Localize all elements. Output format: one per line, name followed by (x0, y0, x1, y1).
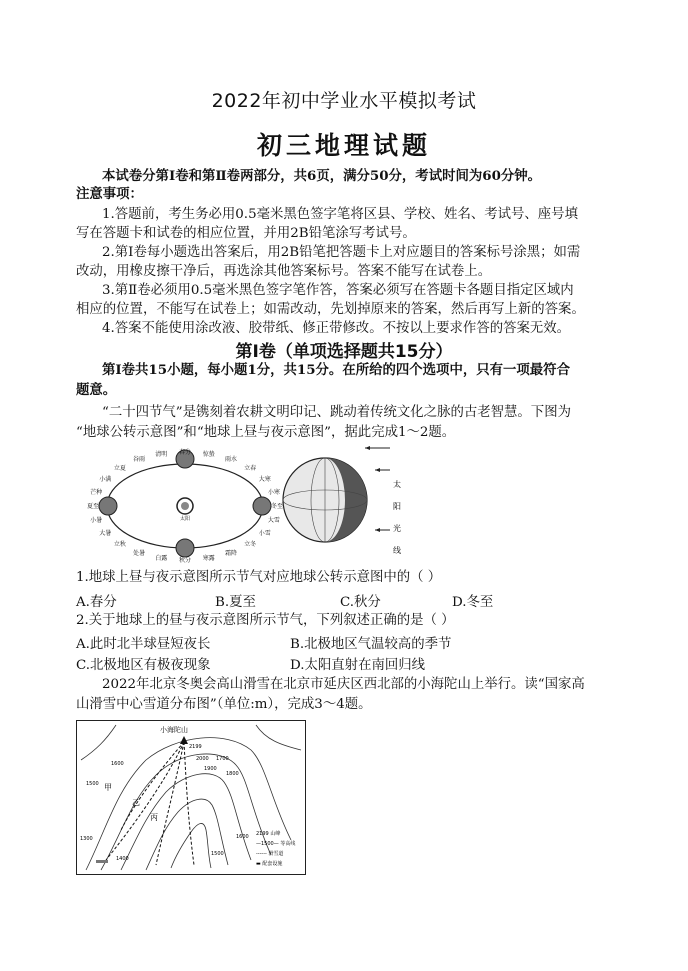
legend-item: 2199 山峰 (256, 831, 281, 837)
facility-icon (96, 860, 108, 863)
q1-option-d[interactable]: D.冬至 (452, 595, 494, 610)
q1-option-a[interactable]: A.春分 (76, 595, 117, 610)
solar-term-label: 小暑 (90, 517, 103, 524)
notice-item: 2.第Ⅰ卷每小题选出答案后，用2B铅笔把答题卡上对应题目的答案标号涂黑；如需 (102, 245, 581, 260)
solar-term-label: 立春 (244, 464, 257, 472)
solar-term-label: 冬至 (270, 503, 284, 510)
q2-option-c[interactable]: C.北极地区有极夜现象 (76, 658, 211, 673)
notice-label: 注意事项： (76, 186, 143, 202)
section-desc: 第Ⅰ卷共15小题，每小题1分，共15分。在所给的四个选项中，只有一项最符合 (102, 362, 570, 378)
sunlight-label: 光 (393, 524, 401, 533)
solar-term-label: 清明 (155, 450, 168, 458)
section-title: 第Ⅰ卷（单项选择题共15分） (235, 342, 453, 362)
solar-term-label: 立冬 (244, 541, 257, 549)
solar-term-label: 夏至 (86, 503, 100, 510)
contour-label: 1700 (216, 756, 229, 762)
notice-item: 写在答题卡和试卷的相应位置，并用2B铅笔涂写考试号。 (76, 226, 416, 241)
location-yi: 乙 (132, 798, 140, 807)
contour-label: 2000 (196, 756, 209, 762)
location-jia: 甲 (104, 783, 112, 792)
legend-item: ▬ 配套设施 (256, 861, 283, 867)
notice-item: 4.答案不能使用涂改液、胶带纸、修正带修改。不按以上要求作答的答案无效。 (102, 321, 571, 336)
passage-line: “地球公转示意图”和“地球上昼与夜示意图”，据此完成1～2题。 (76, 425, 456, 440)
contour-label: 1900 (204, 766, 217, 772)
notice-item: 相应的位置，不能写在试卷上；如需改动，先划掉原来的答案，然后再写上新的答案。 (76, 302, 585, 317)
passage-line: “二十四节气”是镌刻着农耕文明印记、跳动着传统文化之脉的古老智慧。下图为 (102, 405, 571, 420)
peak-name: 小海陀山 (160, 726, 188, 734)
ski-map (76, 720, 306, 875)
question-1-stem: 1.地球上昼与夜示意图所示节气对应地球公转示意图中的（ ） (76, 570, 442, 585)
solar-term-label: 惊蛰 (202, 450, 215, 458)
solar-term-label: 霜降 (224, 549, 238, 557)
contour-label: 1300 (80, 836, 93, 842)
contour-label: 1800 (226, 771, 239, 777)
solar-term-label: 立秋 (113, 541, 126, 549)
q1-option-b[interactable]: B.夏至 (215, 595, 256, 610)
q2-option-a[interactable]: A.此时北半球昼短夜长 (76, 637, 211, 652)
solar-term-label: 芒种 (90, 489, 103, 496)
solar-term-label: 大暑 (99, 530, 112, 537)
solar-term-label: 大雪 (267, 517, 280, 524)
solar-term-label: 雨水 (224, 456, 238, 464)
passage-line: 2022年北京冬奥会高山滑雪在北京市延庆区西北部的小海陀山上举行。读“国家高 (102, 677, 585, 692)
solar-term-label: 春分 (178, 449, 192, 456)
location-bing: 丙 (150, 813, 158, 822)
notice-item: 3.第Ⅱ卷必须用0.5毫米黑色签字笔作答，答案必须写在答题卡各题目指定区域内 (102, 283, 574, 298)
q2-option-b[interactable]: B.北极地区气温较高的季节 (290, 637, 452, 652)
sunlight-label: 线 (393, 546, 401, 555)
contour-label: 1500 (211, 851, 224, 857)
intro-line: 本试卷分第Ⅰ卷和第Ⅱ卷两部分，共6页，满分50分，考试时间为60分钟。 (102, 168, 542, 184)
notice-item: 改动，用橡皮擦干净后，再选涂其他答案标号。答案不能写在试卷上。 (76, 264, 492, 279)
day-night-globe (280, 440, 410, 565)
q1-option-c[interactable]: C.秋分 (340, 595, 381, 610)
notice-item: 1.答题前，考生务必用0.5毫米黑色签字笔将区县、学校、姓名、考试号、座号填 (102, 207, 578, 222)
contour-label: 1500 (86, 781, 99, 787)
solar-term-label: 大寒 (258, 476, 271, 483)
contour-label: 1600 (111, 761, 124, 767)
exam-title: 2022年初中学业水平模拟考试 (211, 90, 477, 112)
legend-item: —1500— 等高线 (256, 841, 296, 847)
peak-elevation: 2199 (189, 744, 202, 750)
subject-title: 初三地理试题 (256, 131, 431, 160)
solar-term-label: 处暑 (132, 549, 146, 557)
section-desc: 题意。 (76, 382, 117, 398)
solar-term-label: 小满 (99, 476, 112, 483)
legend-item: ------ 滑雪道 (256, 851, 284, 857)
contour-label: 1400 (116, 856, 129, 862)
sunlight-label: 阳 (393, 502, 401, 511)
sun-label: 太阳 (179, 516, 191, 522)
q2-option-d[interactable]: D.太阳直射在南回归线 (290, 658, 426, 673)
solar-term-label: 白露 (155, 555, 168, 563)
question-2-stem: 2.关于地球上的昼与夜示意图所示节气，下列叙述正确的是（ ） (76, 613, 455, 628)
sunlight-label: 太 (393, 480, 401, 489)
contour-label: 1600 (236, 834, 249, 840)
solar-term-label: 小寒 (267, 489, 280, 496)
solar-term-label: 小雪 (258, 530, 271, 537)
solar-term-label: 秋分 (178, 557, 192, 564)
solar-term-label: 立夏 (113, 464, 126, 472)
solar-term-label: 谷雨 (132, 456, 146, 464)
solar-term-label: 寒露 (202, 555, 215, 563)
passage-line: 山滑雪中心雪道分布图”（单位:m），完成3～4题。 (76, 697, 372, 712)
